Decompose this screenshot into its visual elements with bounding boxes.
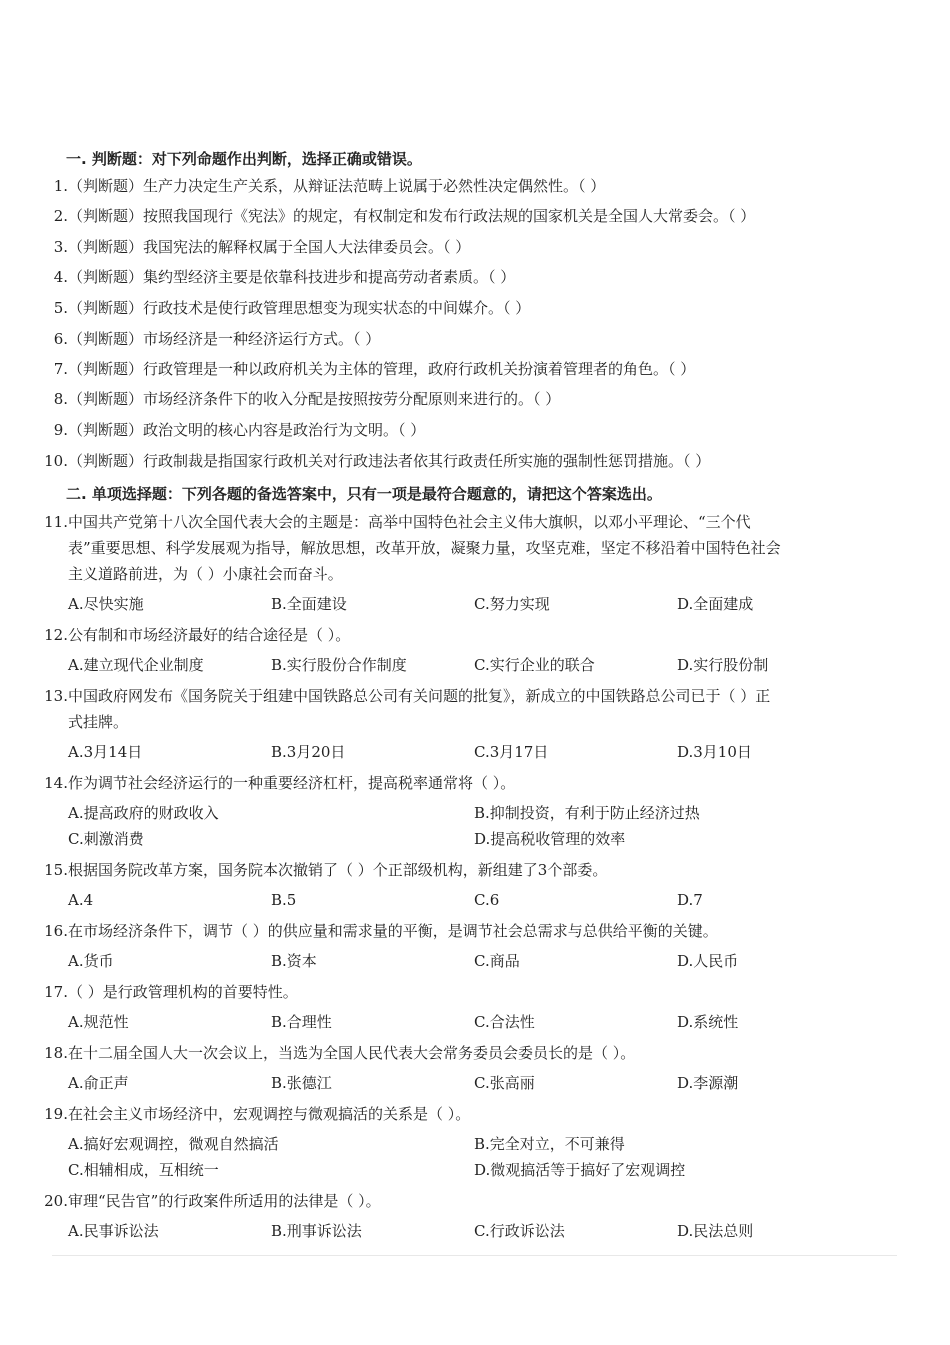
question-text: 作为调节社会经济运行的一种重要经济杠杆，提高税率通常将（ ）。 — [68, 774, 516, 792]
option-b[interactable]: B.完全对立，不可兼得 — [474, 1135, 625, 1153]
option-d[interactable]: D.微观搞活等于搞好了宏观调控 — [474, 1161, 686, 1179]
question-text: （判断题）行政管理是一种以政府机关为主体的管理，政府行政机关扮演着管理者的角色。（ ） — [68, 360, 696, 378]
question-text: 审理“民告官”的行政案件所适用的法律是（ ）。 — [68, 1192, 381, 1210]
question-text: （判断题）市场经济条件下的收入分配是按照按劳分配原则来进行的。（ ） — [68, 390, 561, 408]
question-text: 公有制和市场经济最好的结合途径是（ ）。 — [68, 626, 351, 644]
question-text: 根据国务院改革方案，国务院本次撤销了（ ）个正部级机构，新组建了3个部委。 — [68, 861, 608, 879]
option-c[interactable]: C.刺激消费 — [68, 830, 144, 848]
question-text: （判断题）按照我国现行《宪法》的规定，有权制定和发布行政法规的国家机关是全国人大常委会。（ ） — [68, 207, 756, 225]
question-19 — [44, 1101, 884, 1127]
question-11-line-3 — [44, 561, 884, 587]
option-b[interactable]: B.张德江 — [271, 1074, 332, 1092]
question-16 — [44, 918, 884, 944]
option-d[interactable]: D.系统性 — [677, 1013, 739, 1031]
option-c[interactable]: C.6 — [474, 891, 500, 909]
question-text: （判断题）市场经济是一种经济运行方式。（ ） — [68, 330, 381, 348]
option-a[interactable]: A.民事诉讼法 — [68, 1222, 159, 1240]
question-11 — [44, 509, 884, 535]
question-text: 主义道路前进，为（ ）小康社会而奋斗。 — [68, 565, 343, 583]
option-c[interactable]: C.实行企业的联合 — [474, 656, 595, 674]
option-a[interactable]: A.尽快实施 — [68, 595, 144, 613]
question-number: 5. — [53, 299, 68, 317]
question-text: 在十二届全国人大一次会议上，当选为全国人民代表大会常务委员会委员长的是（ ）。 — [68, 1044, 636, 1062]
option-c[interactable]: C.努力实现 — [474, 595, 550, 613]
question-3 — [44, 234, 884, 260]
option-c[interactable]: C.行政诉讼法 — [474, 1222, 565, 1240]
page-divider — [52, 1255, 897, 1256]
question-number: 15. — [44, 861, 68, 879]
section-2-title: 二. 单项选择题：下列各题的备选答案中，只有一项是最符合题意的，请把这个答案选出。 — [66, 485, 662, 503]
question-14 — [44, 770, 884, 796]
question-number: 7. — [53, 360, 68, 378]
option-b[interactable]: B.3月20日 — [271, 743, 346, 761]
question-number: 16. — [44, 922, 68, 940]
question-number: 3. — [53, 238, 68, 256]
option-a[interactable]: A.搞好宏观调控，微观自然搞活 — [68, 1135, 279, 1153]
question-number: 19. — [44, 1105, 68, 1123]
question-number: 8. — [53, 390, 68, 408]
option-c[interactable]: C.张高丽 — [474, 1074, 535, 1092]
question-text: （判断题）集约型经济主要是依靠科技进步和提高劳动者素质。（ ） — [68, 268, 516, 286]
question-text: 表”重要思想、科学发展观为指导，解放思想，改革开放，凝聚力量，攻坚克难，坚定不移沿着中国特色社会 — [68, 539, 781, 557]
question-15 — [44, 857, 884, 883]
option-a[interactable]: A.4 — [68, 891, 94, 909]
question-text: （判断题）我国宪法的解释权属于全国人大法律委员会。（ ） — [68, 238, 471, 256]
question-13 — [44, 683, 884, 709]
question-6 — [44, 326, 884, 352]
question-number: 14. — [44, 774, 68, 792]
option-d[interactable]: D.实行股份制 — [677, 656, 769, 674]
option-b[interactable]: B.抑制投资，有利于防止经济过热 — [474, 804, 700, 822]
section-1-title: 一. 判断题：对下列命题作出判断，选择正确或错误。 — [66, 150, 422, 168]
option-d[interactable]: D.民法总则 — [677, 1222, 754, 1240]
question-number: 9. — [53, 421, 68, 439]
option-b[interactable]: B.实行股份合作制度 — [271, 656, 407, 674]
question-number: 18. — [44, 1044, 68, 1062]
question-number: 2. — [53, 207, 68, 225]
question-text: （判断题）政治文明的核心内容是政治行为文明。（ ） — [68, 421, 426, 439]
question-text: 式挂牌。 — [68, 713, 129, 731]
option-c[interactable]: C.商品 — [474, 952, 520, 970]
option-d[interactable]: D.提高税收管理的效率 — [474, 830, 626, 848]
question-10 — [44, 448, 884, 474]
question-17 — [44, 979, 884, 1005]
question-text: 在市场经济条件下，调节（ ）的供应量和需求量的平衡，是调节社会总需求与总供给平衡的关键。 — [68, 922, 718, 940]
option-a[interactable]: A.提高政府的财政收入 — [68, 804, 219, 822]
question-9 — [44, 417, 884, 443]
question-5 — [44, 295, 884, 321]
option-b[interactable]: B.资本 — [271, 952, 317, 970]
question-1 — [44, 173, 884, 199]
question-number: 12. — [44, 626, 68, 644]
question-20 — [44, 1188, 884, 1214]
question-text: 中国政府网发布《国务院关于组建中国铁路总公司有关问题的批复》，新成立的中国铁路总公司已于（ ）正 — [68, 687, 771, 705]
option-d[interactable]: D.7 — [677, 891, 703, 909]
option-a[interactable]: A.俞正声 — [68, 1074, 129, 1092]
question-4 — [44, 264, 884, 290]
option-d[interactable]: D.李源潮 — [677, 1074, 739, 1092]
question-number: 6. — [53, 330, 68, 348]
question-2 — [44, 203, 884, 229]
question-text: （判断题）生产力决定生产关系，从辩证法范畴上说属于必然性决定偶然性。（ ） — [68, 177, 606, 195]
option-d[interactable]: D.全面建成 — [677, 595, 754, 613]
question-number: 20. — [44, 1192, 68, 1210]
option-a[interactable]: A.规范性 — [68, 1013, 129, 1031]
question-18 — [44, 1040, 884, 1066]
option-b[interactable]: B.合理性 — [271, 1013, 332, 1031]
question-text: （ ）是行政管理机构的首要特性。 — [68, 983, 298, 1001]
question-7 — [44, 356, 884, 382]
question-8 — [44, 386, 884, 412]
question-number: 13. — [44, 687, 68, 705]
option-a[interactable]: A.建立现代企业制度 — [68, 656, 204, 674]
question-text: 中国共产党第十八次全国代表大会的主题是：高举中国特色社会主义伟大旗帜，以邓小平理论、“三个代 — [68, 513, 751, 531]
option-b[interactable]: B.5 — [271, 891, 297, 909]
option-c[interactable]: C.3月17日 — [474, 743, 549, 761]
question-number: 17. — [44, 983, 68, 1001]
option-b[interactable]: B.刑事诉讼法 — [271, 1222, 362, 1240]
option-c[interactable]: C.合法性 — [474, 1013, 535, 1031]
question-text: 在社会主义市场经济中，宏观调控与微观搞活的关系是（ ）。 — [68, 1105, 471, 1123]
question-number: 4. — [53, 268, 68, 286]
question-number: 11. — [44, 513, 68, 531]
option-a[interactable]: A.3月14日 — [68, 743, 143, 761]
question-number: 10. — [44, 452, 68, 470]
question-11-line-2 — [44, 535, 884, 561]
question-12 — [44, 622, 884, 648]
question-number: 1. — [53, 177, 68, 195]
option-d[interactable]: D.3月10日 — [677, 743, 752, 761]
question-text: （判断题）行政制裁是指国家行政机关对行政违法者依其行政责任所实施的强制性惩罚措施。（ ） — [68, 452, 711, 470]
question-text: （判断题）行政技术是使行政管理思想变为现实状态的中间媒介。（ ） — [68, 299, 531, 317]
option-d[interactable]: D.人民币 — [677, 952, 739, 970]
option-b[interactable]: B.全面建设 — [271, 595, 347, 613]
question-13-line-2 — [44, 709, 884, 735]
option-c[interactable]: C.相辅相成，互相统一 — [68, 1161, 219, 1179]
option-a[interactable]: A.货币 — [68, 952, 114, 970]
